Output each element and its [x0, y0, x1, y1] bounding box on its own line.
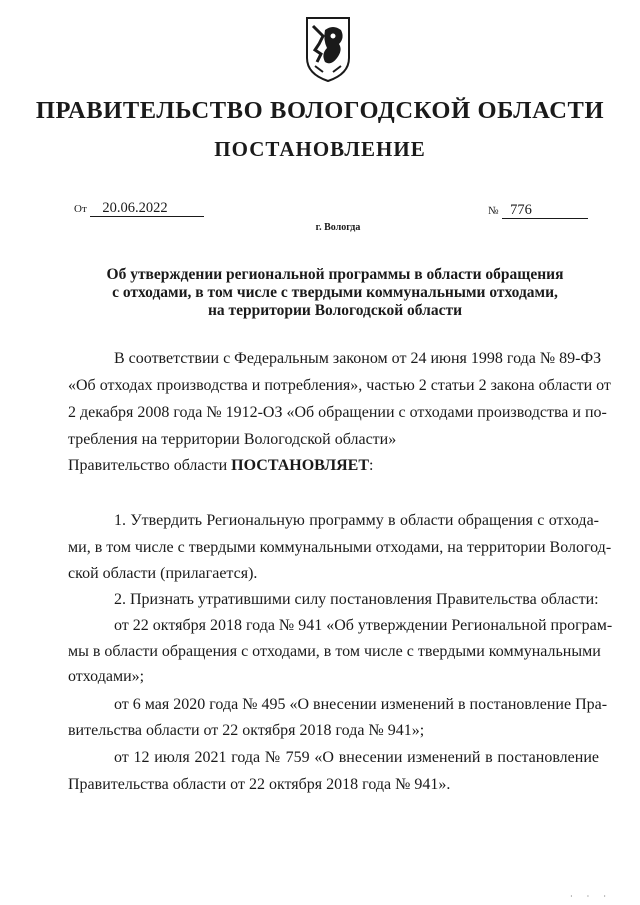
- preamble-line: «Об отходах производства и потребления», частью 2 статьи 2 закона области от: [68, 377, 611, 394]
- resolution-suffix: :: [369, 457, 374, 474]
- number-value: 776: [502, 202, 588, 219]
- number-label: №: [488, 205, 499, 217]
- repealed-act-line: Правительства области от 22 октября 2018 года № 941».: [68, 776, 451, 793]
- item1-line: ской области (прилагается).: [68, 565, 258, 582]
- preamble-line: 2 декабря 2008 года № 1912-ОЗ «Об обращении с отходами производства и по-: [68, 404, 607, 421]
- subject-line: на территории Вологодской области: [207, 302, 462, 319]
- resolution-prefix: Правительство области: [68, 457, 228, 474]
- item1-line: 1. Утвердить Региональную программу в области обращения с отхода-: [114, 512, 599, 529]
- item2-line: 2. Признать утратившими силу постановления Правительства области:: [114, 591, 599, 608]
- preamble-line: В соответствии с Федеральным законом от 24 июня 1998 года № 89-ФЗ: [114, 350, 602, 367]
- document-subject: [70, 266, 600, 320]
- resolution-word: ПОСТАНОВЛЯЕТ: [231, 457, 370, 474]
- repealed-act-line: вительства области от 22 октября 2018 года № 941»;: [68, 722, 425, 739]
- repealed-act-line: от 6 мая 2020 года № 495 «О внесении изменений в постановление Пра-: [114, 696, 608, 713]
- coat-of-arms-icon: [303, 14, 353, 84]
- preamble-line: требления на территории Вологодской области»: [68, 431, 397, 448]
- repealed-act-line: от 12 июля 2021 года № 759 «О внесении изменений в постановление: [114, 749, 599, 766]
- city-label: г. Вологда: [315, 222, 361, 233]
- scan-mark: · · ·: [570, 892, 612, 901]
- date-field: [74, 200, 204, 217]
- item1-line: ми, в том числе с твердыми коммунальными отходами, на территории Вологод-: [68, 539, 612, 556]
- subject-line: Об утверждении региональной программы в области обращения: [106, 266, 564, 283]
- subject-line: с отходами, в том числе с твердыми коммунальными отходами,: [112, 284, 558, 301]
- document-type: ПОСТАНОВЛЕНИЕ: [214, 137, 426, 161]
- date-label: От: [74, 203, 87, 215]
- repealed-act-line: отходами»;: [68, 668, 145, 685]
- date-value: 20.06.2022: [90, 200, 204, 217]
- government-title: ПРАВИТЕЛЬСТВО ВОЛОГОДСКОЙ ОБЛАСТИ: [35, 97, 605, 124]
- repealed-act-line: от 22 октября 2018 года № 941 «Об утверждении Региональной програм-: [114, 617, 613, 634]
- number-field: [488, 202, 588, 219]
- resolution-line: [68, 457, 373, 475]
- repealed-act-line: мы в области обращения с отходами, в том числе с твердыми коммунальными: [68, 643, 601, 660]
